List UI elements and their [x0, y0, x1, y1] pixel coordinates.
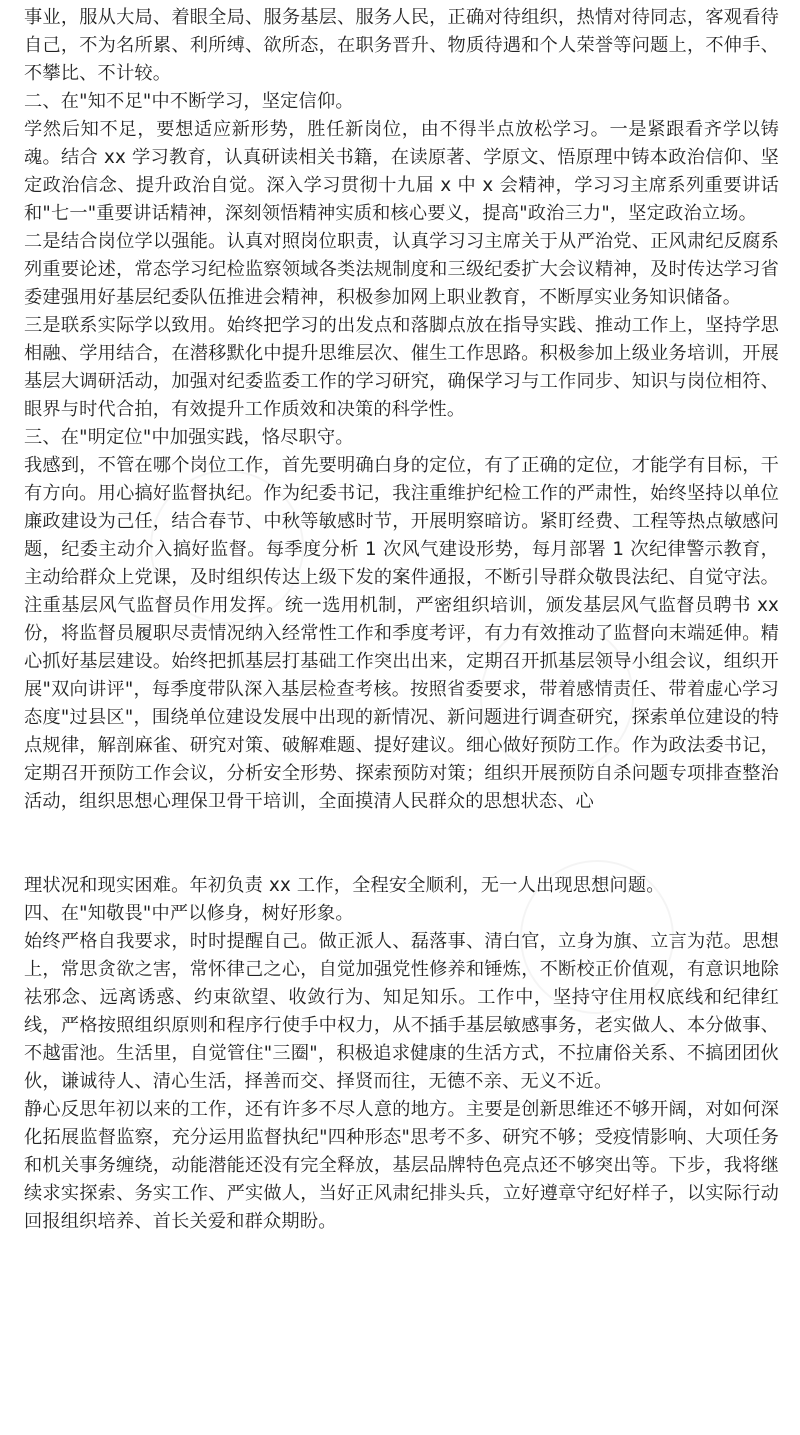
section-heading-3: 三、在"明定位"中加强实践，恪尽职守。 — [24, 427, 354, 448]
paragraph-study-3: 三是联系实际学以致用。始终把学习的出发点和落脚点放在指导实践、推动工作上，坚持学思相融、学用结合，在潜移默化中提升思维层次、催生工作思路。积极参加上级业务培训，开展基层大调研活动，加强对纪委监委工作的学习研究，确保学习与工作同步、知识与岗位相符、眼界与时代合拍，有效提升工作质效和决策的科学性。 — [24, 315, 779, 420]
section-heading-4: 四、在"知敬畏"中严以修身，树好形象。 — [24, 903, 354, 924]
paragraph-study-1: 学然后知不足，要想适应新形势，胜任新岗位，由不得半点放松学习。一是紧跟看齐学以铸魂。结合 xx 学习教育，认真研读相关书籍，在读原著、学原文、悟原理中铸本政治信仰、坚定政治信念、提升政治自觉。深入学习贯彻十九届 x 中 x 会精神，学习习主席系列重要讲话和"七一"重要讲话精神，深刻领悟精神实质和核心要义，提高"政治三力"，坚定政治立场。 — [24, 119, 779, 224]
paragraph-self-discipline: 始终严格自我要求，时时提醒自己。做正派人、磊落事、清白官，立身为旗、立言为范。思想上，常思贪欲之害，常怀律己之心，自觉加强党性修养和锤炼，不断校正价值观，有意识地除祛邪念、远离诱惑、约束欲望、收敛行为、知足知乐。工作中，坚持守住用权底线和纪律红线，严格按照组织原则和程序行使手中权力，从不插手基层敏感事务，老实做人、本分做事、不越雷池。生活里，自觉管住"三圈"，积极追求健康的生活方式，不拉庸俗关系、不搞团团伙伙，谦诚待人、清心生活，择善而交、择贤而往，无德不亲、无义不近。 — [24, 931, 779, 1092]
text-block-lower — [24, 872, 779, 1236]
text-block-upper — [24, 4, 779, 816]
paragraph-study-2: 二是结合岗位学以强能。认真对照岗位职责，认真学习习主席关于从严治党、正风肃纪反腐系列重要论述，常态学习纪检监察领域各类法规制度和三级纪委扩大会议精神，及时传达学习省委建强用好基层纪委队伍推进会精神，积极参加网上职业教育，不断厚实业务知识储备。 — [24, 231, 779, 308]
paragraph-intro: 事业，服从大局、着眼全局、服务基层、服务人民，正确对待组织，热情对待同志，客观看待自己，不为名所累、利所缚、欲所态，在职务晋升、物质待遇和个人荣誉等问题上，不伸手、不攀比、不计较。 — [24, 7, 779, 84]
paragraph-reflection: 静心反思年初以来的工作，还有许多不尽人意的地方。主要是创新思维还不够开阔，对如何深化拓展监督监察，充分运用监督执纪"四种形态"思考不多、研究不够；受疫情影响、大项任务和机关事务缠绕，动能潜能还没有完全释放，基层品牌特色亮点还不够突出等。下步，我将继续求实探索、务实工作、严实做人，当好正风肃纪排头兵，立好遵章守纪好样子，以实际行动回报组织培养、首长关爱和群众期盼。 — [24, 1099, 779, 1232]
section-heading-2: 二、在"知不足"中不断学习，坚定信仰。 — [24, 91, 354, 112]
paragraph-practice-continued: 理状况和现实困难。年初负责 xx 工作，全程安全顺利，无一人出现思想问题。 — [24, 875, 665, 896]
paragraph-practice: 我感到，不管在哪个岗位工作，首先要明确白身的定位，有了正确的定位，才能学有目标，干有方向。用心搞好监督执纪。作为纪委书记，我注重维护纪检工作的严肃性，始终坚持以单位廉政建设为己任，结合春节、中秋等敏感时节，开展明察暗访。紧盯经费、工程等热点敏感问题，纪委主动介入搞好监督。每季度分析 1 次风气建设形势，每月部署 1 次纪律警示教育，主动给群众上党课，及时组织传达上级下发的案件通报，不断引导群众敬畏法纪、自觉守法。注重基层风气监督员作用发挥。统一选用机制，严密组织培训，颁发基层风气监督员聘书 xx 份，将监督员履职尽责情况纳入经常性工作和季度考评，有力有效推动了监督向末端延伸。精心抓好基层建设。始终把抓基层打基础工作突出出来，定期召开抓基层领导小组会议，组织开展"双向讲评"，每季度带队深入基层检查考核。按照省委要求，带着感情责任、带着虚心学习态度"过县区"，围绕单位建设发展中出现的新情况、新问题进行调查研究，探索单位建设的特点规律，解剖麻雀、研究对策、破解难题、提好建议。细心做好预防工作。作为政法委书记，定期召开预防工作会议，分析安全形势、探索预防对策；组织开展预防自杀问题专项排查整治活动，组织思想心理保卫骨干培训，全面摸清人民群众的思想状态、心 — [24, 455, 779, 812]
